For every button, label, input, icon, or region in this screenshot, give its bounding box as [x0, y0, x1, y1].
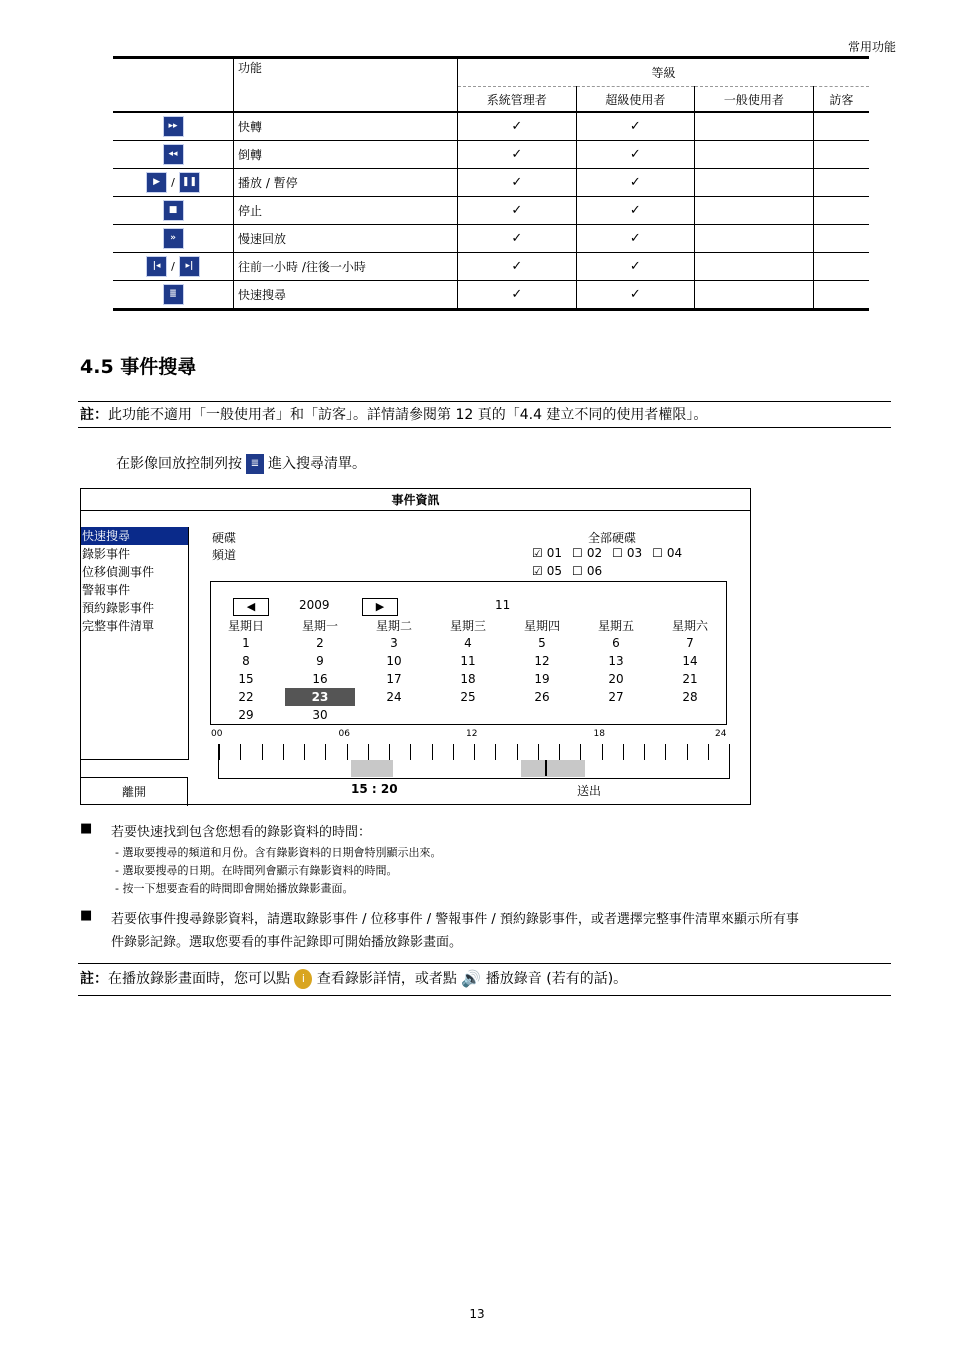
timeline-tick	[538, 744, 539, 760]
play-icon: ▶	[146, 172, 167, 193]
calendar-day[interactable]: 21	[682, 672, 698, 686]
permission-check	[813, 281, 869, 310]
event-info-dialog	[80, 488, 751, 805]
function-label: 往前一小時 /往後一小時	[234, 253, 458, 281]
info-icon: i	[294, 969, 312, 989]
channel-label: 頻道	[212, 548, 237, 562]
function-label: 倒轉	[234, 141, 458, 169]
channel-checkbox[interactable]: ☐ 06	[572, 564, 603, 578]
note-restriction: 註：此功能不適用「一般使用者」和「訪客」。詳情請參閱第 12 頁的「4.4 建立不同的使用者權限」。	[78, 401, 891, 428]
weekday-header: 星期四	[523, 619, 560, 633]
note-playback: 註：在播放錄影畫面時，您可以點 i 查看錄影詳情，或者點 🔊 播放錄音 (若有的話)。	[78, 963, 891, 996]
timeline-label: 24	[715, 729, 727, 739]
timeline-label: 18	[593, 729, 605, 739]
calendar-day[interactable]: 23	[285, 688, 355, 706]
timeline-tick	[368, 744, 369, 760]
calendar-day[interactable]: 14	[682, 654, 698, 668]
table-row	[113, 112, 869, 141]
calendar-day[interactable]: 28	[682, 690, 698, 704]
permission-check	[695, 225, 814, 253]
calendar-day[interactable]: 7	[686, 636, 694, 650]
permission-check	[695, 197, 814, 225]
permission-check	[813, 112, 869, 141]
unchecked-box-icon: ☐	[612, 546, 623, 560]
function-label: 慢速回放	[234, 225, 458, 253]
permission-check: ✓	[576, 197, 695, 225]
calendar-day[interactable]: 27	[608, 690, 624, 704]
timeline-tick	[347, 744, 348, 760]
calendar-day[interactable]: 2	[316, 636, 324, 650]
timeline-tick	[453, 744, 454, 760]
timeline-tick	[304, 744, 305, 760]
permission-check: ✓	[458, 281, 577, 310]
permission-check: ✓	[458, 225, 577, 253]
table-row	[113, 197, 869, 225]
weekday-header: 星期五	[597, 619, 634, 633]
col-function-header: 功能	[234, 58, 458, 87]
permission-check	[813, 253, 869, 281]
calendar-day[interactable]: 3	[390, 636, 398, 650]
channel-row-2	[532, 564, 612, 578]
timeline-tick	[644, 744, 645, 760]
calendar-day[interactable]: 10	[386, 654, 402, 668]
unchecked-box-icon: ☐	[572, 564, 583, 578]
permission-check	[813, 197, 869, 225]
permission-check	[695, 141, 814, 169]
calendar-day[interactable]: 4	[464, 636, 472, 650]
calendar-day[interactable]: 29	[238, 708, 254, 722]
calendar-day[interactable]: 26	[534, 690, 550, 704]
permission-check: ✓	[576, 225, 695, 253]
next-year-button[interactable]: ▶	[362, 598, 398, 616]
timeline-tick	[219, 744, 220, 760]
calendar-day[interactable]: 30	[312, 708, 328, 722]
timeline-tick	[602, 744, 603, 760]
next-hour-icon: ▸|	[179, 256, 200, 277]
section-title: 4.5 事件搜尋	[80, 356, 197, 378]
exit-button[interactable]: 離開	[81, 777, 188, 806]
calendar-day[interactable]: 24	[386, 690, 402, 704]
running-header: 常用功能	[847, 40, 896, 54]
timeline-tick	[687, 744, 688, 760]
timeline-tick	[389, 744, 390, 760]
weekday-header: 星期三	[449, 619, 486, 633]
calendar-day[interactable]: 18	[460, 672, 476, 686]
permission-check: ✓	[458, 141, 577, 169]
calendar-day[interactable]: 25	[460, 690, 476, 704]
timeline-tick	[559, 744, 560, 760]
calendar-day[interactable]: 17	[386, 672, 402, 686]
timeline-label: 06	[338, 729, 350, 739]
calendar	[210, 581, 727, 725]
menu-item[interactable]: 警報事件	[82, 583, 131, 597]
permission-check	[695, 253, 814, 281]
function-label: 停止	[234, 197, 458, 225]
timeline-tick	[729, 744, 730, 760]
timeline-tick	[283, 744, 284, 760]
permission-check	[813, 141, 869, 169]
menu-item[interactable]: 完整事件清單	[82, 619, 155, 633]
permission-check: ✓	[576, 253, 695, 281]
unchecked-box-icon: ☐	[572, 546, 583, 560]
table-row	[113, 281, 869, 310]
quick-search-icon: ≣	[246, 454, 264, 474]
channel-checkbox[interactable]: ☑ 01	[532, 546, 563, 560]
channel-checkbox[interactable]: ☑ 05	[532, 564, 563, 578]
instruction-text: 在影像回放控制列按 ≣ 進入搜尋清單。	[116, 456, 366, 472]
weekday-header: 星期二	[375, 619, 412, 633]
speaker-icon: 🔊	[461, 969, 482, 988]
level-header: 訪客	[813, 87, 869, 113]
permission-check: ✓	[458, 197, 577, 225]
bullet-square-icon: ■	[80, 821, 93, 836]
calendar-day[interactable]: 19	[534, 672, 550, 686]
permission-check: ✓	[576, 169, 695, 197]
menu-item[interactable]: 位移偵測事件	[82, 565, 155, 579]
timeline-bar[interactable]	[218, 744, 730, 779]
timeline-tick	[665, 744, 666, 760]
timeline-label: 12	[466, 729, 478, 739]
table-row: ▶ / ❚❚ 播放 / 暫停 ✓ ✓	[113, 169, 869, 197]
timeline-tick	[495, 744, 496, 760]
event-menu	[81, 527, 189, 760]
menu-item[interactable]: 快速搜尋	[81, 527, 188, 545]
table-row	[113, 141, 869, 169]
sub-item-3: - 按一下想要查看的時間即會開始播放錄影畫面。	[115, 882, 354, 895]
calendar-day[interactable]: 13	[608, 654, 624, 668]
permission-check: ✓	[576, 141, 695, 169]
hdd-label: 硬碟	[212, 531, 237, 545]
function-label: 快速搜尋	[234, 281, 458, 310]
timeline-tick	[580, 744, 581, 760]
calendar-day[interactable]: 15	[238, 672, 254, 686]
fast-forward-icon: ▸▸	[163, 116, 184, 137]
rewind-icon: ◂◂	[163, 144, 184, 165]
timeline-tick	[262, 744, 263, 760]
timeline-cursor[interactable]	[545, 760, 547, 776]
prev-year-button[interactable]: ◀	[233, 598, 269, 616]
timeline-tick	[410, 744, 411, 760]
channel-checkbox[interactable]: ☐ 04	[652, 546, 683, 560]
menu-item[interactable]: 錄影事件	[82, 547, 131, 561]
level-header: 一般使用者	[695, 87, 814, 113]
level-header: 超級使用者	[576, 87, 695, 113]
recording-segment[interactable]	[351, 760, 393, 777]
weekday-header: 星期一	[301, 619, 338, 633]
col-level-header: 等級	[458, 58, 870, 87]
permission-check	[695, 281, 814, 310]
slow-play-icon: »	[163, 228, 184, 249]
timeline-tick	[517, 744, 518, 760]
table-row	[113, 225, 869, 253]
calendar-day[interactable]: 5	[538, 636, 546, 650]
time-display: 15 : 20	[351, 782, 398, 796]
calendar-day[interactable]: 6	[612, 636, 620, 650]
channel-row-1	[532, 546, 692, 560]
calendar-day[interactable]: 8	[242, 654, 250, 668]
permission-check: ✓	[458, 112, 577, 141]
stop-icon: ■	[163, 200, 184, 221]
calendar-day[interactable]: 22	[238, 690, 254, 704]
permission-check: ✓	[576, 281, 695, 310]
calendar-day[interactable]: 20	[608, 672, 624, 686]
timeline-tick	[623, 744, 624, 760]
level-header: 系統管理者	[458, 87, 577, 113]
calendar-day[interactable]: 16	[312, 672, 328, 686]
function-label: 播放 / 暫停	[234, 169, 458, 197]
checked-box-icon: ☑	[532, 564, 543, 578]
function-label: 快轉	[234, 112, 458, 141]
calendar-day[interactable]: 12	[534, 654, 550, 668]
permission-check	[813, 169, 869, 197]
quick-search-icon: ≣	[163, 284, 184, 305]
checked-box-icon: ☑	[532, 546, 543, 560]
unchecked-box-icon: ☐	[652, 546, 663, 560]
permission-check: ✓	[458, 253, 577, 281]
sub-item-1: - 選取要搜尋的頻道和月份。含有錄影資料的日期會特別顯示出來。	[115, 846, 442, 859]
table-row: |◂ / ▸| 往前一小時 /往後一小時 ✓ ✓	[113, 253, 869, 281]
sub-item-2: - 選取要搜尋的日期。在時間列會顯示有錄影資料的時間。	[115, 864, 398, 877]
permission-check: ✓	[576, 112, 695, 141]
permission-table	[113, 56, 869, 311]
recording-segment[interactable]	[521, 760, 585, 777]
calendar-day[interactable]: 1	[242, 636, 250, 650]
month-value: 11	[495, 598, 511, 612]
submit-button[interactable]: 送出	[577, 784, 602, 798]
weekday-header: 星期六	[671, 619, 708, 633]
timeline-tick	[240, 744, 241, 760]
bullet-square-icon: ■	[80, 908, 93, 923]
timeline-tick	[474, 744, 475, 760]
permission-check	[813, 225, 869, 253]
permission-check	[695, 112, 814, 141]
channel-checkbox[interactable]: ☐ 03	[612, 546, 643, 560]
timeline-tick	[432, 744, 433, 760]
permission-check: ✓	[458, 169, 577, 197]
calendar-day[interactable]: 11	[460, 654, 476, 668]
timeline-tick	[325, 744, 326, 760]
all-hdd-option[interactable]: 全部硬碟	[588, 531, 637, 545]
calendar-day[interactable]: 9	[316, 654, 324, 668]
weekday-header: 星期日	[227, 619, 264, 633]
page-number: 13	[469, 1307, 485, 1321]
permission-check	[695, 169, 814, 197]
menu-item[interactable]: 預約錄影事件	[82, 601, 155, 615]
previous-hour-icon: |◂	[146, 256, 167, 277]
year-value: 2009	[299, 598, 330, 612]
timeline-label: 00	[211, 729, 223, 739]
dialog-title: 事件資訊	[81, 489, 750, 511]
channel-checkbox[interactable]: ☐ 02	[572, 546, 603, 560]
pause-icon: ❚❚	[179, 172, 200, 193]
timeline-tick	[708, 744, 709, 760]
